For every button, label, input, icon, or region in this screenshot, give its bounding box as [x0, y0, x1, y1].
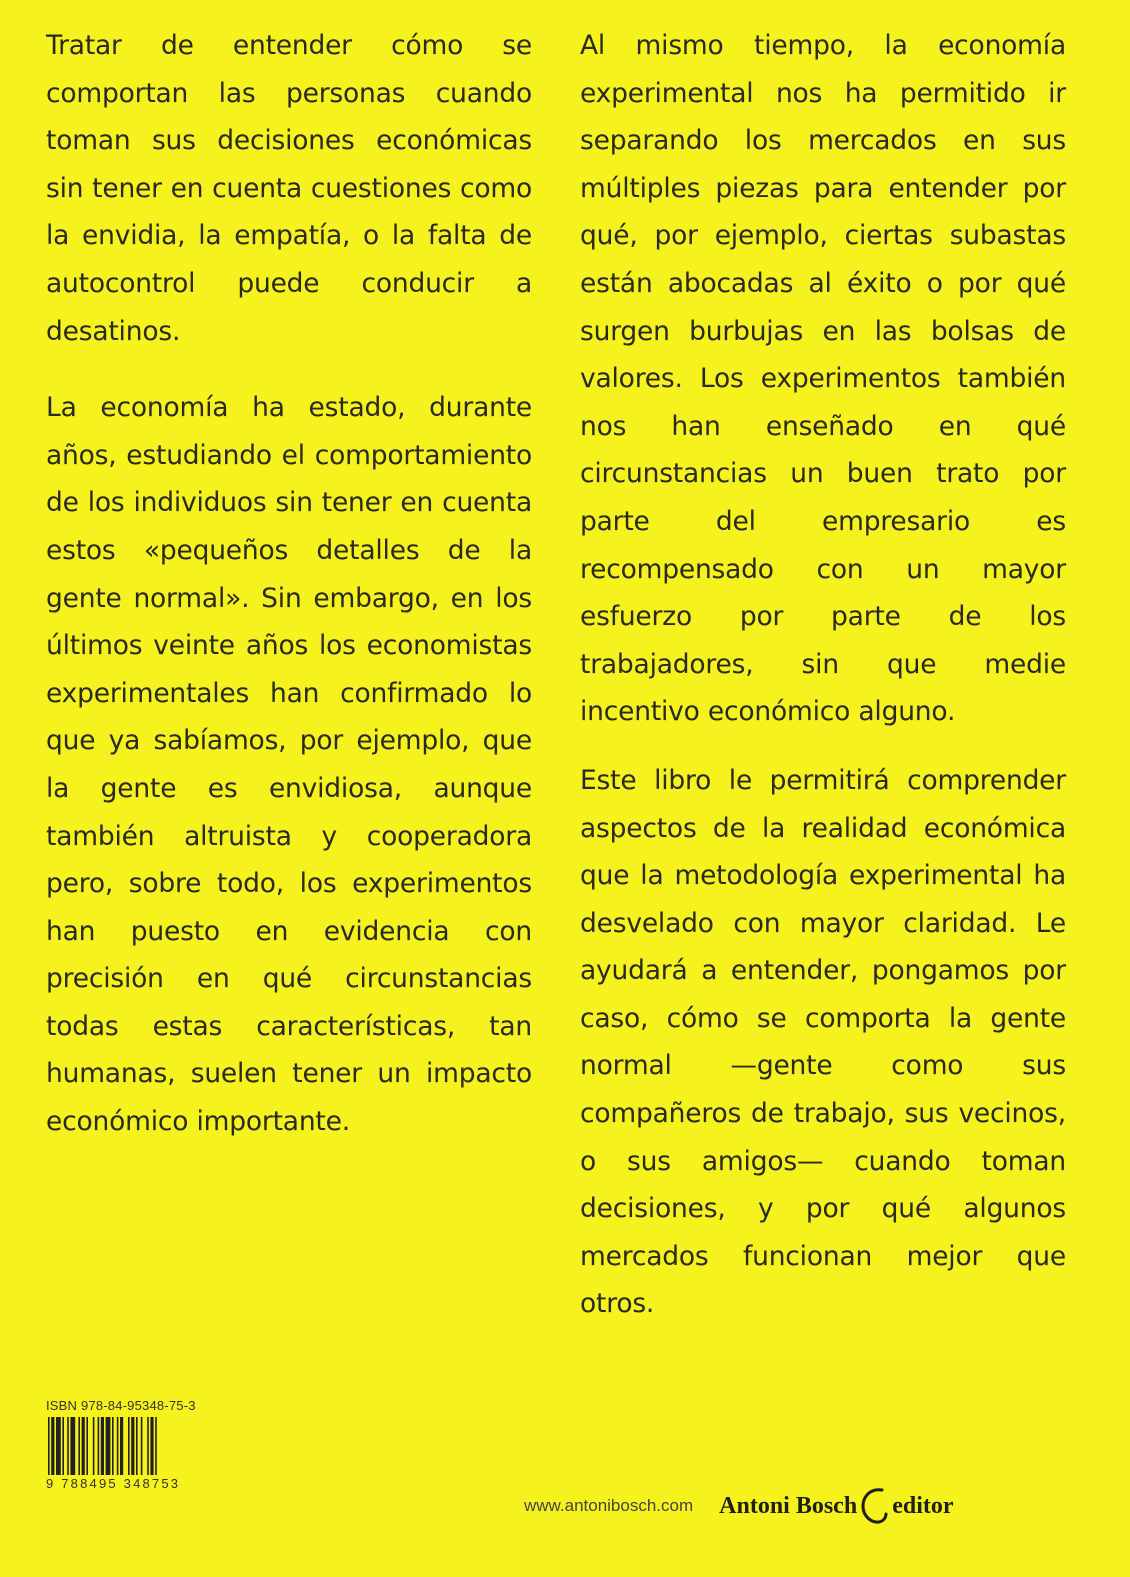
left-column: [46, 22, 532, 1146]
publisher-suffix: editor: [892, 1492, 954, 1519]
body-paragraph: Al mismo tiempo, la economía experimental nos ha permitido ir separando los mercados en sus múltiples piezas para entender por qué, por ejemplo, ciertas subastas están abocadas al éxito o por qué surgen burbujas en las bolsas de valores. Los experimentos también nos han enseñado en qué circunstancias un buen trato por parte del empresario es recompensado con un mayor esfuerzo por parte de los trabajadores, sin que medie incentivo económico alguno.: [580, 30, 1066, 728]
body-paragraph: Este libro le permitirá comprender aspectos de la realidad económica que la metodología experimental ha desvelado con mayor claridad. Le ayudará a entender, pongamos por caso, cómo se comporta la gente normal —gente como sus compañeros de trabajo, sus vecinos, o sus amigos— cuando toman decisiones, y por qué algunos mercados funcionan mejor que otros.: [580, 764, 1066, 1320]
publisher-logo: [719, 1486, 953, 1526]
ring-logo-icon: [860, 1486, 888, 1526]
publisher-footer: [524, 1484, 954, 1528]
barcode-digits: 9 788495 348753: [46, 1476, 181, 1491]
isbn-block: [46, 1398, 236, 1491]
isbn-label: ISBN 978-84-95348-75-3: [46, 1398, 196, 1413]
website-link[interactable]: www.antonibosch.com: [524, 1496, 694, 1515]
body-paragraph: La economía ha estado, durante años, estudiando el comportamiento de los individuos sin tener en cuenta estos «pequeños detalles de la gente normal». Sin embargo, en los últimos veinte años los economistas experimentales han confirmado lo que ya sabíamos, por ejemplo, que la gente es envidiosa, aunque también altruista y cooperadora pero, sobre todo, los experimentos han puesto en evidencia con precisión en qué circunstancias todas estas características, tan humanas, suelen tener un impacto económico importante.: [46, 392, 532, 1138]
right-column: [580, 22, 1066, 1328]
body-paragraph: Tratar de entender cómo se comportan las personas cuando toman sus decisiones económicas sin tener en cuenta cuestiones como la envidia, la empatía, o la falta de autocontrol puede conducir a desatinos.: [46, 30, 532, 347]
barcode-icon: [46, 1417, 220, 1475]
publisher-name: Antoni Bosch: [719, 1492, 858, 1519]
